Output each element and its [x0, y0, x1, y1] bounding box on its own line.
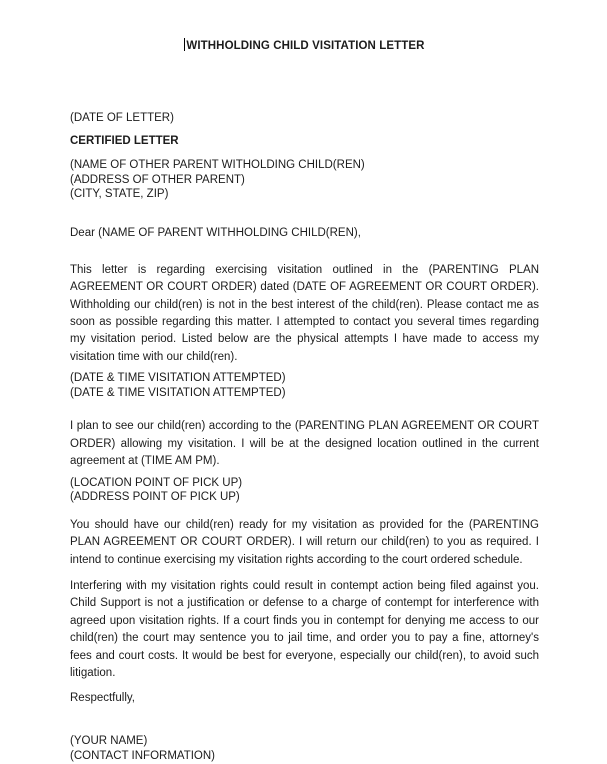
recipient-block — [70, 158, 539, 202]
recipient-name-line: (NAME OF OTHER PARENT WITHOLDING CHILD(REN) — [70, 159, 365, 171]
signature-block — [70, 734, 539, 763]
paragraph-contempt-warning: Interfering with my visitation rights could result in contempt action being filed against you. Child Support is not a justification or defense to a charge of contempt for interference with agreed upon visitation rights. If a court finds you in contempt for denying me access to our child(ren) the court may sentence you to jail time, and order you to pay a fine, attorney's fees and court costs. It would be best for everyone, especially our child(ren), to avoid such litigation. — [70, 580, 539, 680]
date-line: (DATE OF LETTER) — [70, 112, 174, 124]
pickup-address-line: (ADDRESS POINT OF PICK UP) — [70, 491, 240, 504]
attempt-line-1: (DATE & TIME VISITATION ATTEMPTED) — [70, 372, 286, 385]
pickup-location-line: (LOCATION POINT OF PICK UP) — [70, 476, 243, 489]
pickup-block — [70, 476, 539, 505]
attempt-line-2: (DATE & TIME VISITATION ATTEMPTED) — [70, 386, 286, 399]
recipient-address-line: (ADDRESS OF OTHER PARENT) — [70, 173, 245, 186]
salutation-line: Dear (NAME OF PARENT WITHHOLDING CHILD(REN), — [70, 226, 361, 239]
paragraph-visitation-attempts: This letter is regarding exercising visitation outlined in the (PARENTING PLAN AGREEMENT OR COURT ORDER) dated (DATE OF AGREEMENT OR COURT ORDER). Withholding our child(ren) is not in the best interest of the child(ren). Please contact me as soon as possible regarding this matter. I attempted to contact you several times regarding my visitation period. Listed below are the physical attempts I have made to access my visitation time with our child(ren). — [70, 263, 539, 363]
document-title — [70, 38, 539, 55]
attempts-block — [70, 371, 539, 400]
document-title-text: WITHHOLDING CHILD VISITATION LETTER — [186, 40, 425, 52]
signature-name-line: (YOUR NAME) — [70, 735, 148, 748]
certified-letter-label: CERTIFIED LETTER — [70, 135, 179, 147]
recipient-city-state-zip-line: (CITY, STATE, ZIP) — [70, 188, 169, 201]
signature-contact-line: (CONTACT INFORMATION) — [70, 750, 216, 763]
closing-line: Respectfully, — [70, 692, 135, 705]
paragraph-ready-for-visitation: You should have our child(ren) ready for my visitation as provided for the (PARENTING PLAN AGREEMENT OR COURT ORDER). I will return our child(ren) to you as required. I intend to continue exercising my visitation rights according to the court ordered schedule. — [70, 518, 539, 566]
paragraph-visitation-plan: I plan to see our child(ren) according to the (PARENTING PLAN AGREEMENT OR COURT ORDER) allowing my visitation. I will be at the designed location outlined in the current agreement at (TIME AM PM). — [70, 420, 539, 468]
